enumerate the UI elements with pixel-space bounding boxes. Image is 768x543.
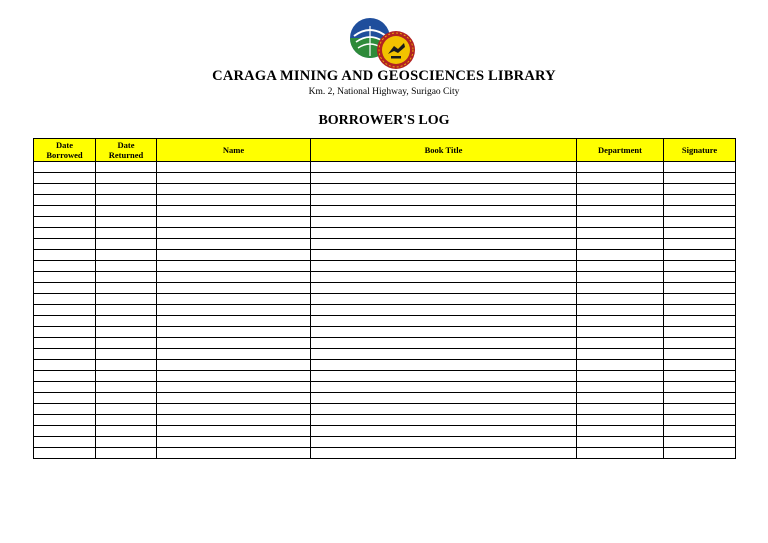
cell-date-borrowed <box>34 437 96 448</box>
table-row <box>34 162 736 173</box>
cell-date-borrowed <box>34 382 96 393</box>
cell-signature <box>664 217 736 228</box>
cell-date-borrowed <box>34 404 96 415</box>
cell-name <box>157 272 311 283</box>
cell-signature <box>664 360 736 371</box>
cell-signature <box>664 173 736 184</box>
table-row <box>34 195 736 206</box>
cell-date-borrowed <box>34 239 96 250</box>
cell-department <box>577 228 664 239</box>
cell-date-returned <box>96 294 157 305</box>
table-row <box>34 294 736 305</box>
cell-department <box>577 338 664 349</box>
cell-book-title <box>311 195 577 206</box>
cell-book-title <box>311 448 577 459</box>
cell-book-title <box>311 272 577 283</box>
cell-department <box>577 360 664 371</box>
cell-department <box>577 206 664 217</box>
cell-signature <box>664 250 736 261</box>
cell-date-borrowed <box>34 327 96 338</box>
cell-signature <box>664 371 736 382</box>
table-row <box>34 206 736 217</box>
cell-name <box>157 184 311 195</box>
cell-date-returned <box>96 393 157 404</box>
cell-signature <box>664 448 736 459</box>
table-row <box>34 228 736 239</box>
cell-department <box>577 382 664 393</box>
cell-book-title <box>311 239 577 250</box>
cell-department <box>577 371 664 382</box>
cell-signature <box>664 426 736 437</box>
organization-address: Km. 2, National Highway, Surigao City <box>308 87 460 97</box>
cell-date-borrowed <box>34 426 96 437</box>
cell-name <box>157 382 311 393</box>
cell-date-returned <box>96 316 157 327</box>
cell-signature <box>664 338 736 349</box>
cell-date-returned <box>96 360 157 371</box>
table-row <box>34 239 736 250</box>
cell-name <box>157 173 311 184</box>
cell-signature <box>664 349 736 360</box>
cell-date-returned <box>96 261 157 272</box>
table-row <box>34 415 736 426</box>
cell-department <box>577 261 664 272</box>
table-row <box>34 349 736 360</box>
cell-date-returned <box>96 283 157 294</box>
cell-name <box>157 217 311 228</box>
cell-date-returned <box>96 250 157 261</box>
cell-name <box>157 448 311 459</box>
cell-book-title <box>311 327 577 338</box>
cell-department <box>577 393 664 404</box>
column-header-line: Returned <box>108 150 144 160</box>
cell-date-borrowed <box>34 250 96 261</box>
cell-department <box>577 162 664 173</box>
cell-date-borrowed <box>34 371 96 382</box>
cell-date-borrowed <box>34 272 96 283</box>
cell-signature <box>664 206 736 217</box>
cell-signature <box>664 393 736 404</box>
cell-date-returned <box>96 437 157 448</box>
column-header-date-returned <box>96 139 157 162</box>
cell-name <box>157 415 311 426</box>
cell-department <box>577 283 664 294</box>
table-row <box>34 173 736 184</box>
cell-department <box>577 437 664 448</box>
cell-name <box>157 162 311 173</box>
cell-signature <box>664 162 736 173</box>
table-row <box>34 327 736 338</box>
cell-date-returned <box>96 327 157 338</box>
cell-book-title <box>311 184 577 195</box>
cell-book-title <box>311 228 577 239</box>
table-row <box>34 338 736 349</box>
cell-name <box>157 195 311 206</box>
cell-name <box>157 327 311 338</box>
cell-date-returned <box>96 239 157 250</box>
cell-signature <box>664 305 736 316</box>
cell-signature <box>664 272 736 283</box>
column-header-line: Department <box>598 145 642 155</box>
cell-department <box>577 272 664 283</box>
cell-date-returned <box>96 382 157 393</box>
table-row <box>34 371 736 382</box>
column-header-date-borrowed <box>34 139 96 162</box>
cell-department <box>577 217 664 228</box>
cell-date-returned <box>96 162 157 173</box>
cell-name <box>157 426 311 437</box>
cell-book-title <box>311 173 577 184</box>
cell-signature <box>664 283 736 294</box>
cell-name <box>157 437 311 448</box>
column-header-line: Signature <box>681 145 718 155</box>
cell-department <box>577 184 664 195</box>
column-header-line: Name <box>222 145 245 155</box>
column-header-book-title <box>311 139 577 162</box>
cell-department <box>577 448 664 459</box>
cell-date-borrowed <box>34 393 96 404</box>
mgb-seal-icon <box>377 31 415 69</box>
cell-date-returned <box>96 228 157 239</box>
cell-book-title <box>311 283 577 294</box>
table-row <box>34 437 736 448</box>
table-row <box>34 272 736 283</box>
cell-date-borrowed <box>34 305 96 316</box>
cell-date-borrowed <box>34 228 96 239</box>
cell-date-returned <box>96 426 157 437</box>
cell-date-borrowed <box>34 206 96 217</box>
cell-book-title <box>311 316 577 327</box>
cell-signature <box>664 184 736 195</box>
cell-book-title <box>311 261 577 272</box>
cell-name <box>157 206 311 217</box>
cell-book-title <box>311 217 577 228</box>
cell-date-borrowed <box>34 338 96 349</box>
column-header-line: Borrowed <box>46 150 83 160</box>
cell-signature <box>664 239 736 250</box>
cell-name <box>157 283 311 294</box>
cell-book-title <box>311 415 577 426</box>
table-row <box>34 393 736 404</box>
cell-date-returned <box>96 404 157 415</box>
cell-name <box>157 349 311 360</box>
cell-book-title <box>311 305 577 316</box>
table-row <box>34 360 736 371</box>
cell-department <box>577 349 664 360</box>
cell-signature <box>664 327 736 338</box>
borrowers-log-table <box>33 138 736 459</box>
cell-department <box>577 316 664 327</box>
cell-book-title <box>311 360 577 371</box>
cell-department <box>577 327 664 338</box>
cell-date-returned <box>96 217 157 228</box>
cell-signature <box>664 195 736 206</box>
cell-department <box>577 305 664 316</box>
cell-book-title <box>311 437 577 448</box>
table-header-row <box>34 139 736 162</box>
cell-department <box>577 239 664 250</box>
cell-book-title <box>311 338 577 349</box>
cell-date-returned <box>96 305 157 316</box>
table-row <box>34 448 736 459</box>
cell-department <box>577 426 664 437</box>
cell-department <box>577 404 664 415</box>
cell-name <box>157 228 311 239</box>
cell-book-title <box>311 426 577 437</box>
table-row <box>34 382 736 393</box>
column-header-signature <box>664 139 736 162</box>
cell-book-title <box>311 349 577 360</box>
cell-date-borrowed <box>34 294 96 305</box>
table-body <box>34 162 736 459</box>
cell-date-returned <box>96 206 157 217</box>
cell-signature <box>664 437 736 448</box>
page-title: BORROWER'S LOG <box>318 113 450 128</box>
table-row <box>34 426 736 437</box>
cell-date-borrowed <box>34 415 96 426</box>
table-row <box>34 316 736 327</box>
cell-date-borrowed <box>34 217 96 228</box>
cell-date-returned <box>96 195 157 206</box>
column-header-line: Date <box>56 140 73 150</box>
cell-signature <box>664 294 736 305</box>
cell-date-borrowed <box>34 173 96 184</box>
cell-signature <box>664 228 736 239</box>
cell-date-returned <box>96 349 157 360</box>
table-row <box>34 184 736 195</box>
column-header-name <box>157 139 311 162</box>
cell-date-borrowed <box>34 349 96 360</box>
library-logos <box>348 16 420 72</box>
cell-name <box>157 393 311 404</box>
cell-book-title <box>311 162 577 173</box>
cell-book-title <box>311 404 577 415</box>
cell-date-borrowed <box>34 162 96 173</box>
table-row <box>34 250 736 261</box>
organization-name: CARAGA MINING AND GEOSCIENCES LIBRARY <box>212 68 556 84</box>
cell-signature <box>664 382 736 393</box>
cell-book-title <box>311 382 577 393</box>
cell-name <box>157 294 311 305</box>
cell-department <box>577 195 664 206</box>
cell-date-borrowed <box>34 360 96 371</box>
cell-name <box>157 250 311 261</box>
cell-name <box>157 239 311 250</box>
cell-signature <box>664 316 736 327</box>
cell-name <box>157 338 311 349</box>
column-header-line: Date <box>117 140 135 150</box>
cell-name <box>157 261 311 272</box>
cell-signature <box>664 415 736 426</box>
cell-department <box>577 294 664 305</box>
cell-date-borrowed <box>34 283 96 294</box>
cell-book-title <box>311 250 577 261</box>
cell-book-title <box>311 371 577 382</box>
cell-department <box>577 415 664 426</box>
cell-name <box>157 360 311 371</box>
cell-signature <box>664 404 736 415</box>
cell-date-borrowed <box>34 184 96 195</box>
cell-book-title <box>311 206 577 217</box>
cell-department <box>577 250 664 261</box>
cell-date-returned <box>96 272 157 283</box>
cell-date-borrowed <box>34 195 96 206</box>
cell-date-returned <box>96 338 157 349</box>
cell-name <box>157 305 311 316</box>
cell-department <box>577 173 664 184</box>
cell-date-returned <box>96 184 157 195</box>
cell-date-returned <box>96 415 157 426</box>
cell-date-returned <box>96 448 157 459</box>
cell-book-title <box>311 294 577 305</box>
cell-date-returned <box>96 371 157 382</box>
cell-date-borrowed <box>34 261 96 272</box>
column-header-line: Book Title <box>424 145 463 155</box>
table-row <box>34 283 736 294</box>
table-row <box>34 261 736 272</box>
cell-name <box>157 371 311 382</box>
table-row <box>34 217 736 228</box>
cell-book-title <box>311 393 577 404</box>
cell-name <box>157 404 311 415</box>
cell-date-borrowed <box>34 316 96 327</box>
table-row <box>34 404 736 415</box>
column-header-department <box>577 139 664 162</box>
table-row <box>34 305 736 316</box>
cell-signature <box>664 261 736 272</box>
cell-date-borrowed <box>34 448 96 459</box>
cell-name <box>157 316 311 327</box>
cell-date-returned <box>96 173 157 184</box>
